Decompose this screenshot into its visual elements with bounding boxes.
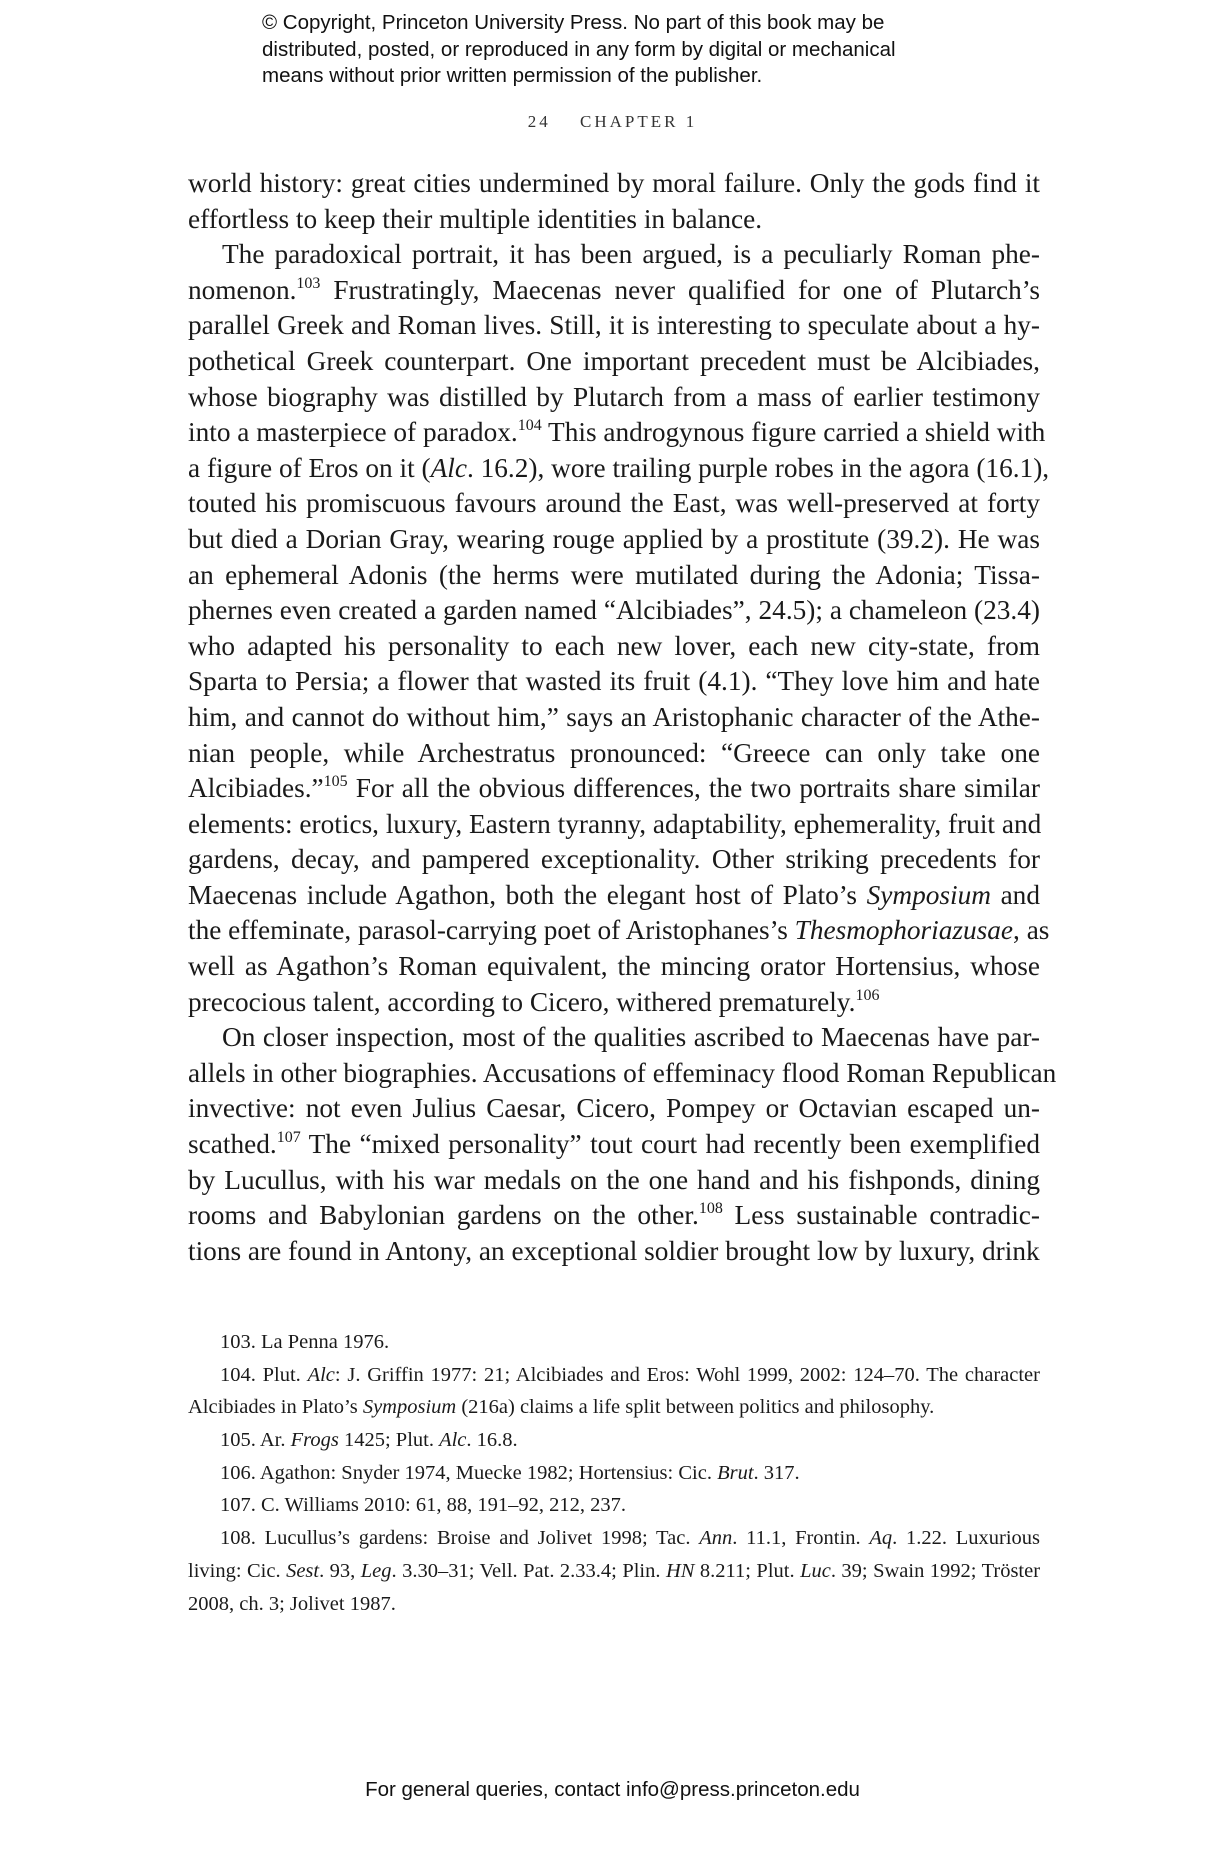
text-span: 108. Lucullus’s gardens: Broise and Jolivet 1998; Tac. (220, 1527, 700, 1550)
italic-text: Brut (717, 1461, 754, 1484)
text-line (188, 700, 1040, 736)
text-span: 2008, ch. 3; Jolivet 1987. (188, 1592, 396, 1615)
text-line (188, 807, 1040, 843)
text-span: whose biography was distilled by Plutarch from a mass of earlier testimony (188, 381, 1040, 412)
text-line (188, 1234, 1040, 1270)
text-span: allels in other biographies. Accusations of effeminacy flood Roman Republican (188, 1057, 1057, 1088)
footnote-line (188, 1424, 1040, 1457)
text-line (188, 913, 1050, 949)
text-line (188, 344, 1040, 380)
running-head (0, 112, 1225, 132)
text-line (188, 771, 1040, 807)
text-span: 103. La Penna 1976. (220, 1331, 390, 1353)
text-span: the effeminate, parasol-carrying poet of Aristophanes’s (188, 915, 795, 946)
text-span: 106. Agathon: Snyder 1974, Muecke 1982; Hortensius: Cic. (220, 1461, 718, 1484)
text-line (188, 415, 1046, 451)
text-span: 107. C. Williams 2010: 61, 88, 191–92, 212, 237. (220, 1494, 626, 1517)
italic-text: Thesmophoriazusae (794, 915, 1014, 946)
main-text (188, 166, 1057, 1269)
text-span: (216a) claims a life split between politics and philosophy. (456, 1396, 935, 1419)
text-span: , as (1013, 915, 1050, 946)
text-span: precocious talent, according to Cicero, withered prematurely. (188, 986, 856, 1017)
text-span: Sparta to Persia; a flower that wasted its fruit (4.1). “They love him and hate (188, 666, 1040, 697)
text-span: scathed. (188, 1129, 277, 1160)
footnote-line (188, 1522, 1040, 1555)
text-line (188, 878, 1040, 914)
text-span: pothetical Greek counterpart. One important precedent must be Alcibiades, (188, 345, 1040, 376)
footer-contact: For general queries, contact info@press.princeton.edu (365, 1778, 860, 1801)
text-span: Less sustainable contradic- (722, 1200, 1040, 1231)
text-span: . 39; Swain 1992; Tröster (830, 1559, 1041, 1582)
text-span: Frustratingly, Maecenas never qualified for one of Plutarch’s (320, 274, 1040, 305)
text-line (188, 736, 1040, 772)
text-line (188, 237, 1040, 273)
text-span: . 16.2), wore trailing purple robes in the agora (16.1), (466, 452, 1050, 483)
italic-text: HN (665, 1559, 695, 1582)
text-span: 105. Ar. (220, 1429, 291, 1452)
text-line (188, 842, 1040, 878)
text-line (188, 166, 1040, 202)
text-span: parallel Greek and Roman lives. Still, it is interesting to speculate about a hy- (188, 310, 1040, 341)
footnote-ref: 107 (276, 1129, 301, 1147)
text-line (188, 558, 1040, 594)
footnote-line (188, 1588, 1040, 1621)
page-number: 24 (527, 112, 551, 131)
text-line (188, 273, 1040, 309)
footnote-ref: 104 (517, 417, 542, 435)
text-span: and (990, 879, 1040, 910)
text-line (188, 985, 1040, 1021)
text-span: but died a Dorian Gray, wearing rouge applied by a prostitute (39.2). He was (188, 523, 1040, 554)
italic-text: Sest (286, 1559, 320, 1582)
text-span: who adapted his personality to each new lover, each new city-state, from (188, 630, 1040, 661)
text-span: . 11.1, Frontin. (732, 1527, 870, 1550)
text-span: : J. Griffin 1977: 21; Alcibiades and Eros: Wohl 1999, 2002: 124–70. The character (334, 1363, 1040, 1386)
text-span: For all the obvious differences, the two portraits share similar (347, 773, 1040, 804)
footnote-line (188, 1555, 1040, 1588)
italic-text: Aq (869, 1527, 893, 1550)
text-span: nomenon. (188, 274, 297, 305)
italic-text: Symposium (866, 879, 991, 910)
chapter-label: CHAPTER 1 (580, 112, 698, 131)
text-line (188, 202, 1040, 238)
text-span: Alcibiades.” (188, 773, 324, 804)
text-line (188, 629, 1040, 665)
footnote-ref: 103 (296, 274, 321, 292)
text-span: living: Cic. (188, 1559, 287, 1582)
text-line (188, 664, 1040, 700)
text-span: invective: not even Julius Caesar, Cicero, Pompey or Octavian escaped un- (188, 1093, 1040, 1124)
text-span: 1425; Plut. (338, 1429, 440, 1452)
italic-text: Luc (800, 1559, 831, 1582)
footnote-line (188, 1326, 1040, 1359)
text-span: tions are found in Antony, an exceptional soldier brought low by luxury, drink (188, 1235, 1040, 1266)
text-line (188, 451, 1050, 487)
text-span: a figure of Eros on it ( (188, 452, 431, 483)
footnote-ref: 105 (323, 773, 348, 791)
text-span: nian people, while Archestratus pronounced: “Greece can only take one (188, 737, 1040, 768)
footnote-line (188, 1391, 1040, 1424)
italic-text: Alc (307, 1363, 335, 1386)
footnote-line (188, 1457, 1040, 1490)
text-line (188, 486, 1040, 522)
text-span: . 317. (753, 1461, 800, 1484)
text-line (188, 949, 1040, 985)
copyright-line: means without prior written permission of the publisher. (262, 64, 763, 87)
footnote-line (188, 1489, 1040, 1522)
copyright-line: © Copyright, Princeton University Press. No part of this book may be (262, 11, 885, 34)
text-line (188, 308, 1040, 344)
footnote-line (188, 1359, 1040, 1392)
copyright-notice (262, 10, 1022, 90)
text-span: . 3.30–31; Vell. Pat. 2.33.4; Plin. (391, 1559, 666, 1582)
footnotes (188, 1326, 1040, 1620)
text-span: The paradoxical portrait, it has been argued, is a peculiarly Roman phe- (222, 239, 1040, 270)
text-span: phernes even created a garden named “Alcibiades”, 24.5); a chameleon (23.4) (188, 595, 1040, 626)
text-span: touted his promiscuous favours around the East, was well-preserved at forty (188, 488, 1040, 519)
text-line (188, 1163, 1040, 1199)
text-span: well as Agathon’s Roman equivalent, the mincing orator Hortensius, whose (188, 951, 1040, 982)
text-span: . 93, (319, 1559, 361, 1582)
text-span: Maecenas include Agathon, both the elegant host of Plato’s (188, 879, 867, 910)
italic-text: Alc (439, 1429, 467, 1452)
text-line (188, 1198, 1040, 1234)
text-span: On closer inspection, most of the qualities ascribed to Maecenas have par- (222, 1022, 1040, 1053)
text-line (188, 380, 1040, 416)
text-span: into a masterpiece of paradox. (188, 417, 518, 448)
text-line (188, 522, 1040, 558)
text-line (188, 1091, 1040, 1127)
text-span: him, and cannot do without him,” says an Aristophanic character of the Athe- (188, 701, 1040, 732)
text-span: . 1.22. Luxurious (892, 1527, 1040, 1550)
text-span: elements: erotics, luxury, Eastern tyranny, adaptability, ephemerality, fruit and (188, 808, 1042, 839)
text-span: Alcibiades in Plato’s (188, 1396, 363, 1419)
italic-text: Frogs (290, 1429, 339, 1452)
text-line (188, 1020, 1040, 1056)
copyright-line: distributed, posted, or reproduced in any form by digital or mechanical (262, 37, 896, 61)
text-line (188, 1056, 1057, 1092)
text-span: . 16.8. (466, 1429, 518, 1452)
text-span: effortless to keep their multiple identities in balance. (188, 203, 763, 234)
footnote-ref: 106 (855, 986, 880, 1004)
footnote-ref: 108 (698, 1200, 723, 1218)
italic-text: Symposium (362, 1396, 457, 1419)
text-span: gardens, decay, and pampered exceptionality. Other striking precedents for (188, 844, 1040, 875)
text-span: 8.211; Plut. (694, 1559, 801, 1582)
text-span: by Lucullus, with his war medals on the one hand and his fishponds, dining (188, 1164, 1040, 1195)
text-span: The “mixed personality” tout court had recently been exemplified (300, 1129, 1040, 1160)
italic-text: Alc (430, 452, 467, 483)
text-span: rooms and Babylonian gardens on the other. (188, 1200, 699, 1231)
italic-text: Ann (699, 1527, 733, 1550)
italic-text: Leg (360, 1559, 392, 1582)
text-line (188, 593, 1040, 629)
text-span: an ephemeral Adonis (the herms were mutilated during the Adonia; Tissa- (188, 559, 1040, 590)
text-span: 104. Plut. (220, 1363, 308, 1386)
text-span: world history: great cities undermined by moral failure. Only the gods find it (188, 168, 1040, 198)
text-span: This androgynous figure carried a shield with (541, 417, 1046, 448)
text-line (188, 1127, 1040, 1163)
